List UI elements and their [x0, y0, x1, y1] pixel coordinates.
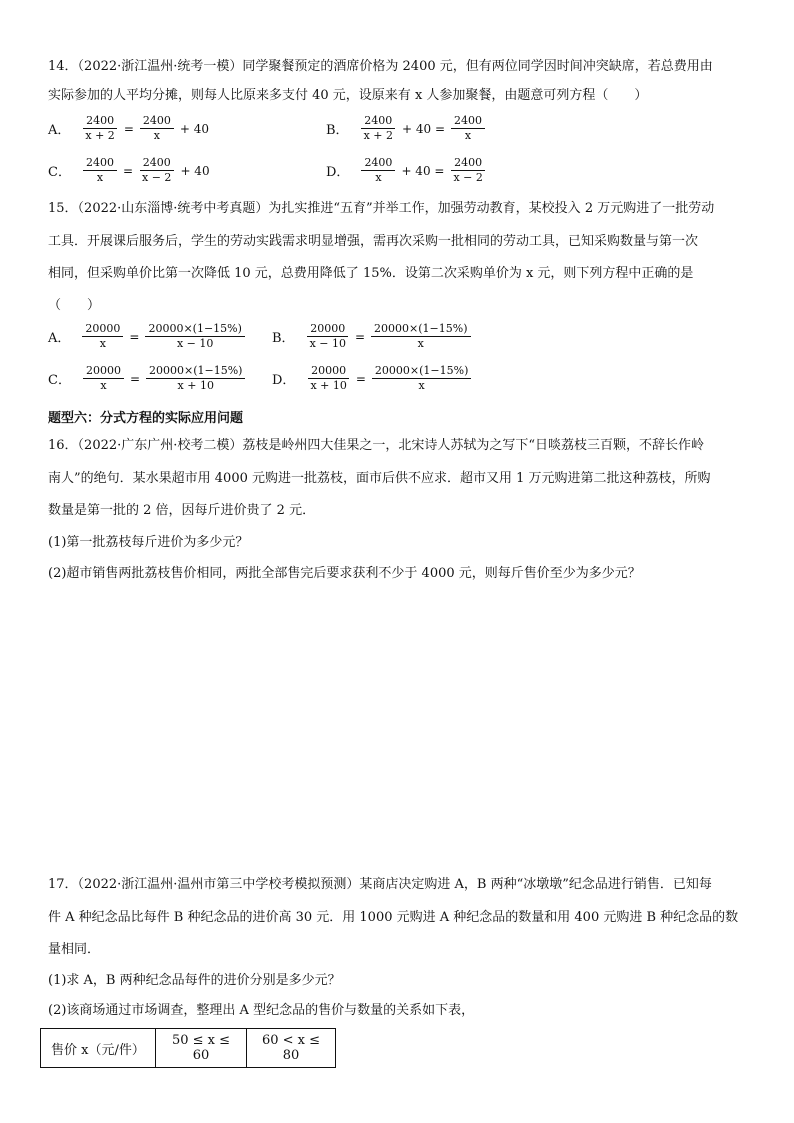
- table-cell: 50 ≤ x ≤ 60: [156, 1029, 247, 1068]
- q16-line-3: 数量是第一批的 2 倍，因每斤进价贵了 2 元．: [48, 503, 316, 518]
- fraction: $\frac{20000}{x + 10}$: [307, 364, 349, 393]
- fraction: $\frac{20000\times(1-15\%)}{x + 10}$: [146, 364, 245, 393]
- q16-line-1: 16．（2022·广东广州·校考二模）荔枝是岭州四大佳果之一，北宋诗人苏轼为之写下“日啖荔枝三百颗，不辞长作岭: [48, 438, 705, 453]
- q14-line-1: 14．（2022·浙江温州·统考一模）同学聚餐预定的酒席价格为 2400 元，但有两位同学因时间冲突缺席，若总费用由: [48, 59, 713, 74]
- price-quantity-table: [40, 1028, 336, 1068]
- q15-option-c[interactable]: C． $\frac{20000}{x}$ = $\frac{20000\times(1-15\%)}{x + 10}$: [48, 364, 247, 393]
- q15-option-b[interactable]: B． $\frac{20000}{x - 10}$ = $\frac{20000\times(1-15\%)}{x}$: [272, 322, 473, 351]
- q15-line-2: 工具．开展课后服务后，学生的劳动实践需求明显增强，需再次采购一批相同的劳动工具，已知采购数量与第一次: [48, 234, 699, 249]
- q15-option-d[interactable]: D． $\frac{20000}{x + 10}$ = $\frac{20000\times(1-15\%)}{x}$: [272, 364, 473, 393]
- table-row: [41, 1029, 336, 1068]
- q17-line-1: 17．（2022·浙江温州·温州市第三中学校考模拟预测）某商店决定购进 A，B 两种“冰墩墩”纪念品进行销售．已知每: [48, 877, 712, 892]
- q17-sub-1: (1)求 A，B 两种纪念品每件的进价分别是多少元？: [48, 973, 341, 988]
- fraction: $\frac{20000}{x}$: [83, 364, 124, 393]
- q15-line-3: 相同，但采购单价比第一次降低 10 元，总费用降低了 15%．设第二次采购单价为 x 元，则下列方程中正确的是: [48, 266, 694, 281]
- fraction: $\frac{2400}{x}$: [451, 114, 485, 143]
- q16-sub-1: (1)第一批荔枝每斤进价为多少元？: [48, 535, 249, 550]
- fraction: $\frac{2400}{x + 2}$: [82, 114, 117, 143]
- fraction: $\frac{20000\times(1-15\%)}{x}$: [372, 364, 471, 393]
- q15-line-1: 15．（2022·山东淄博·统考中考真题）为扎实推进“五育”并举工作，加强劳动教育，某校投入 2 万元购进了一批劳动: [48, 201, 715, 216]
- fraction: $\frac{2400}{x}$: [361, 156, 395, 185]
- table-cell: 售价 x（元/件）: [41, 1029, 156, 1068]
- table-cell: 60 < x ≤ 80: [247, 1029, 336, 1068]
- q16-sub-2: (2)超市销售两批荔枝售价相同，两批全部售完后要求获利不少于 4000 元，则每斤售价至少为多少元？: [48, 566, 641, 581]
- fraction: $\frac{20000}{x}$: [82, 322, 123, 351]
- q15-line-4: （ ）: [48, 298, 101, 313]
- section-title: 题型六：分式方程的实际应用问题: [48, 411, 244, 426]
- q17-line-2: 件 A 种纪念品比每件 B 种纪念品的进价高 30 元．用 1000 元购进 A 种纪念品的数量和用 400 元购进 B 种纪念品的数: [48, 910, 739, 925]
- fraction: $\frac{20000}{x - 10}$: [307, 322, 349, 351]
- q14-option-c[interactable]: C． $\frac{2400}{x}$ = $\frac{2400}{x - 2}$ + 40: [48, 156, 210, 184]
- q14-option-d[interactable]: D． $\frac{2400}{x}$ + 40 = $\frac{2400}{x - 2}$: [326, 156, 488, 185]
- fraction: $\frac{20000\times(1-15\%)}{x}$: [371, 322, 470, 351]
- fraction: $\frac{2400}{x + 2}$: [361, 114, 396, 143]
- fraction: $\frac{2400}{x - 2}$: [450, 156, 485, 185]
- fraction: $\frac{20000\times(1-15\%)}{x - 10}$: [145, 322, 244, 351]
- fraction: $\frac{2400}{x}$: [83, 156, 117, 185]
- q14-option-a[interactable]: A． $\frac{2400}{x + 2}$ = $\frac{2400}{x}$ + 40: [48, 114, 210, 142]
- fraction: $\frac{2400}{x}$: [140, 114, 174, 143]
- q17-sub-2: (2)该商场通过市场调查，整理出 A 型纪念品的售价与数量的关系如下表，: [48, 1003, 475, 1018]
- q17-line-3: 量相同．: [48, 942, 101, 957]
- q14-option-b[interactable]: B． $\frac{2400}{x + 2}$ + 40 = $\frac{2400}{x}$: [326, 114, 487, 143]
- fraction: $\frac{2400}{x - 2}$: [139, 156, 174, 185]
- q16-line-2: 南人”的绝句．某水果超市用 4000 元购进一批荔枝，面市后供不应求．超市又用 1 万元购进第二批这种荔枝，所购: [48, 471, 711, 486]
- q14-line-2: 实际参加的人平均分摊，则每人比原来多支付 40 元，设原来有 x 人参加聚餐，由题意可列方程（ ）: [48, 88, 648, 103]
- q15-option-a[interactable]: A． $\frac{20000}{x}$ = $\frac{20000\times(1-15\%)}{x - 10}$: [48, 322, 247, 351]
